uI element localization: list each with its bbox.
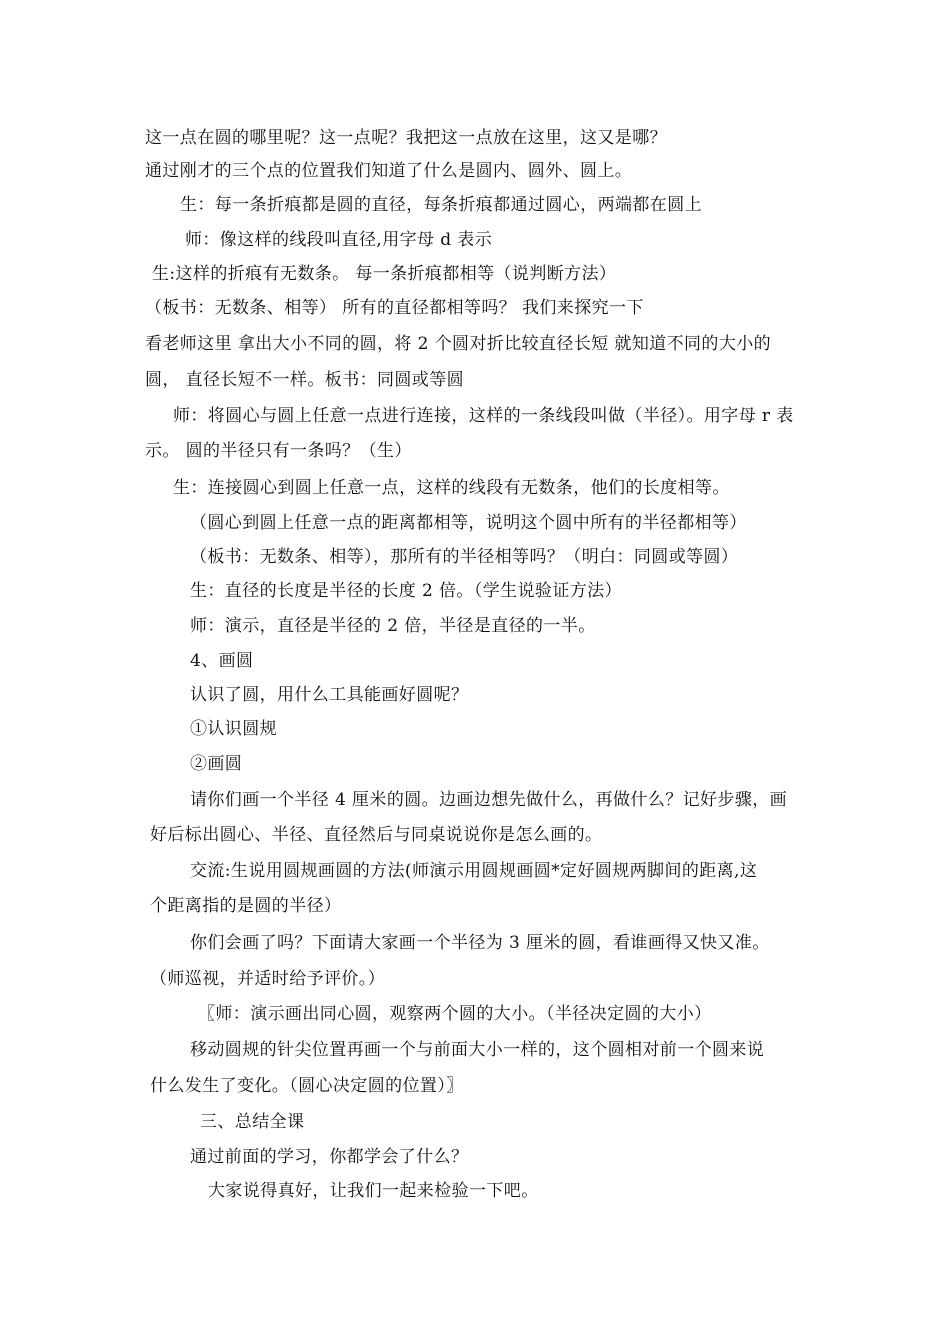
text-line-12: （圆心到圆上任意一点的距离都相等，说明这个圆中所有的半径都相等） — [190, 513, 747, 533]
text-line-1: 这一点在圆的哪里呢？这一点呢？我把这一点放在这里，这又是哪？ — [145, 128, 667, 148]
text-line-14: 生：直径的长度是半径的长度 2 倍。（学生说验证方法） — [190, 581, 622, 601]
text-line-25: （师巡视，并适时给予评价。） — [150, 969, 386, 989]
text-line-17: 认识了圆，用什么工具能画好圆呢？ — [190, 685, 469, 705]
text-line-10: 示。 圆的半径只有一条吗？（生） — [145, 441, 412, 461]
text-line-9: 师：将圆心与圆上任意一点进行连接，这样的一条线段叫做（半径）。用字母 r 表 — [173, 406, 794, 426]
text-line-7: 看老师这里 拿出大小不同的圆，将 2 个圆对折比较直径长短 就知道不同的大小的 — [145, 334, 772, 354]
text-line-18: ①认识圆规 — [190, 719, 277, 739]
text-line-26: 〖师：演示画出同心圆，观察两个圆的大小。（半径决定圆的大小） — [198, 1004, 712, 1024]
text-line-6: （板书：无数条、相等） 所有的直径都相等吗？ 我们来探究一下 — [145, 298, 644, 318]
text-line-3: 生：每一条折痕都是圆的直径，每条折痕都通过圆心，两端都在圆上 — [180, 195, 702, 215]
text-line-22: 交流:生说用圆规画圆的方法(师演示用圆规画圆*定好圆规两脚间的距离,这 — [190, 861, 758, 881]
text-line-28: 什么发生了变化。（圆心决定圆的位置）〗 — [150, 1076, 464, 1096]
text-line-8: 圆， 直径长短不一样。板书：同圆或等圆 — [145, 370, 465, 390]
text-line-11: 生：连接圆心到圆上任意一点，这样的线段有无数条，他们的长度相等。 — [173, 478, 730, 498]
text-line-23: 个距离指的是圆的半径） — [150, 896, 342, 916]
text-line-5: 生:这样的折痕有无数条。 每一条折痕都相等（说判断方法） — [152, 264, 617, 284]
text-line-19: ②画圆 — [190, 754, 243, 774]
text-line-13: （板书：无数条、相等），那所有的半径相等吗？（明白：同圆或等圆） — [190, 547, 739, 567]
text-line-20: 请你们画一个半径 4 厘米的圆。边画边想先做什么，再做什么？记好步骤，画 — [190, 790, 788, 810]
text-line-24: 你们会画了吗？下面请大家画一个半径为 3 厘米的圆，看谁画得又快又准。 — [190, 933, 770, 953]
text-line-15: 师：演示，直径是半径的 2 倍，半径是直径的一半。 — [190, 616, 596, 636]
text-line-30: 通过前面的学习，你都学会了什么？ — [190, 1147, 469, 1167]
section-heading: 三、总结全课 — [200, 1112, 305, 1132]
text-line-16: 4、画圆 — [190, 651, 254, 671]
text-line-4: 师：像这样的线段叫直径,用字母 d 表示 — [185, 230, 493, 250]
text-line-2: 通过刚才的三个点的位置我们知道了什么是圆内、圆外、圆上。 — [145, 161, 633, 181]
text-line-27: 移动圆规的针尖位置再画一个与前面大小一样的，这个圆相对前一个圆来说 — [190, 1040, 765, 1060]
text-line-21: 好后标出圆心、半径、直径然后与同桌说说你是怎么画的。 — [150, 825, 603, 845]
text-line-31: 大家说得真好，让我们一起来检验一下吧。 — [208, 1181, 539, 1201]
